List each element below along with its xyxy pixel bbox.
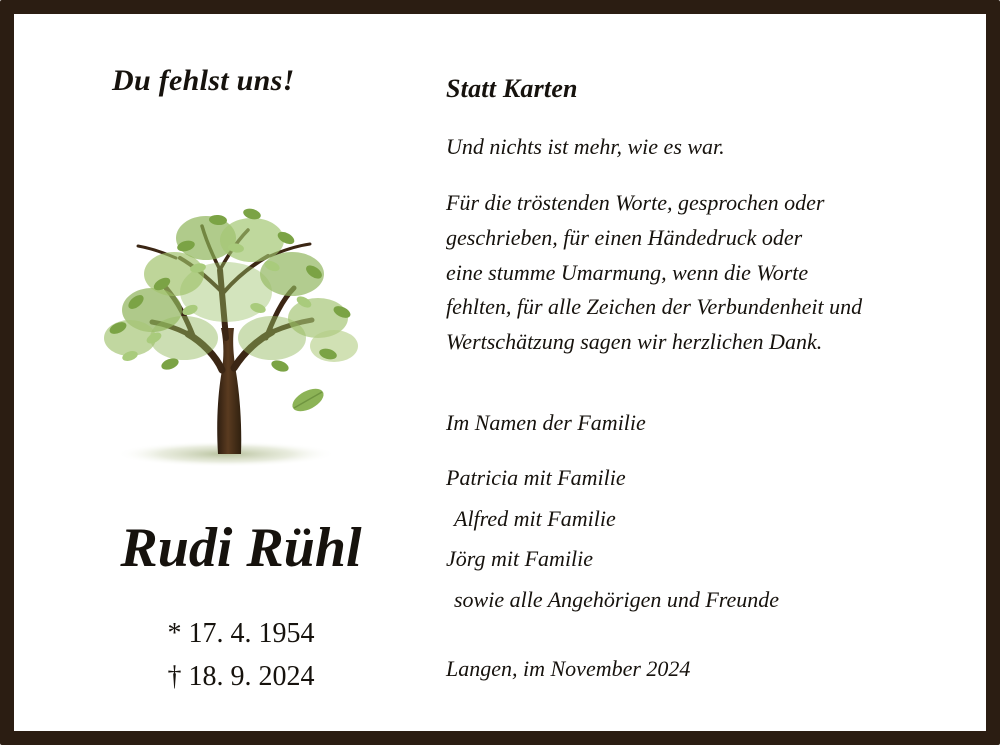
life-dates — [76, 612, 406, 699]
left-column — [14, 14, 414, 731]
thanks-line: eine stumme Umarmung, wenn die Worte — [446, 259, 809, 285]
family-member: Patricia mit Familie — [446, 465, 626, 490]
thanks-line: Wertschätzung sagen wir herzlichen Dank. — [446, 329, 823, 354]
section-title: Statt Karten — [446, 74, 578, 103]
birth-date: * 17. 4. 1954 — [167, 618, 315, 649]
right-column — [446, 14, 986, 731]
tree-illustration-icon — [66, 142, 376, 472]
thanks-line: fehlten, für alle Zeichen der Verbundenheit und — [446, 294, 863, 320]
family-members-list — [446, 458, 966, 621]
place-and-date: Langen, im November 2024 — [446, 656, 691, 681]
thanks-line: geschrieben, für einen Händedruck oder — [446, 224, 803, 250]
lead-sentence: Und nichts ist mehr, wie es war. — [446, 134, 725, 159]
deceased-name: Rudi Rühl — [120, 517, 362, 579]
family-member: sowie alle Angehörigen und Freunde — [454, 587, 780, 613]
family-intro: Im Namen der Familie — [446, 410, 646, 435]
death-date: † 18. 9. 2024 — [167, 661, 315, 693]
headline-text: Du fehlst uns! — [112, 64, 295, 97]
thanks-paragraph — [446, 186, 966, 360]
family-member: Jörg mit Familie — [446, 546, 594, 572]
card-inner — [14, 14, 986, 731]
family-member: Alfred mit Familie — [454, 505, 616, 531]
thanks-line: Für die tröstenden Worte, gesprochen oder — [446, 190, 825, 215]
